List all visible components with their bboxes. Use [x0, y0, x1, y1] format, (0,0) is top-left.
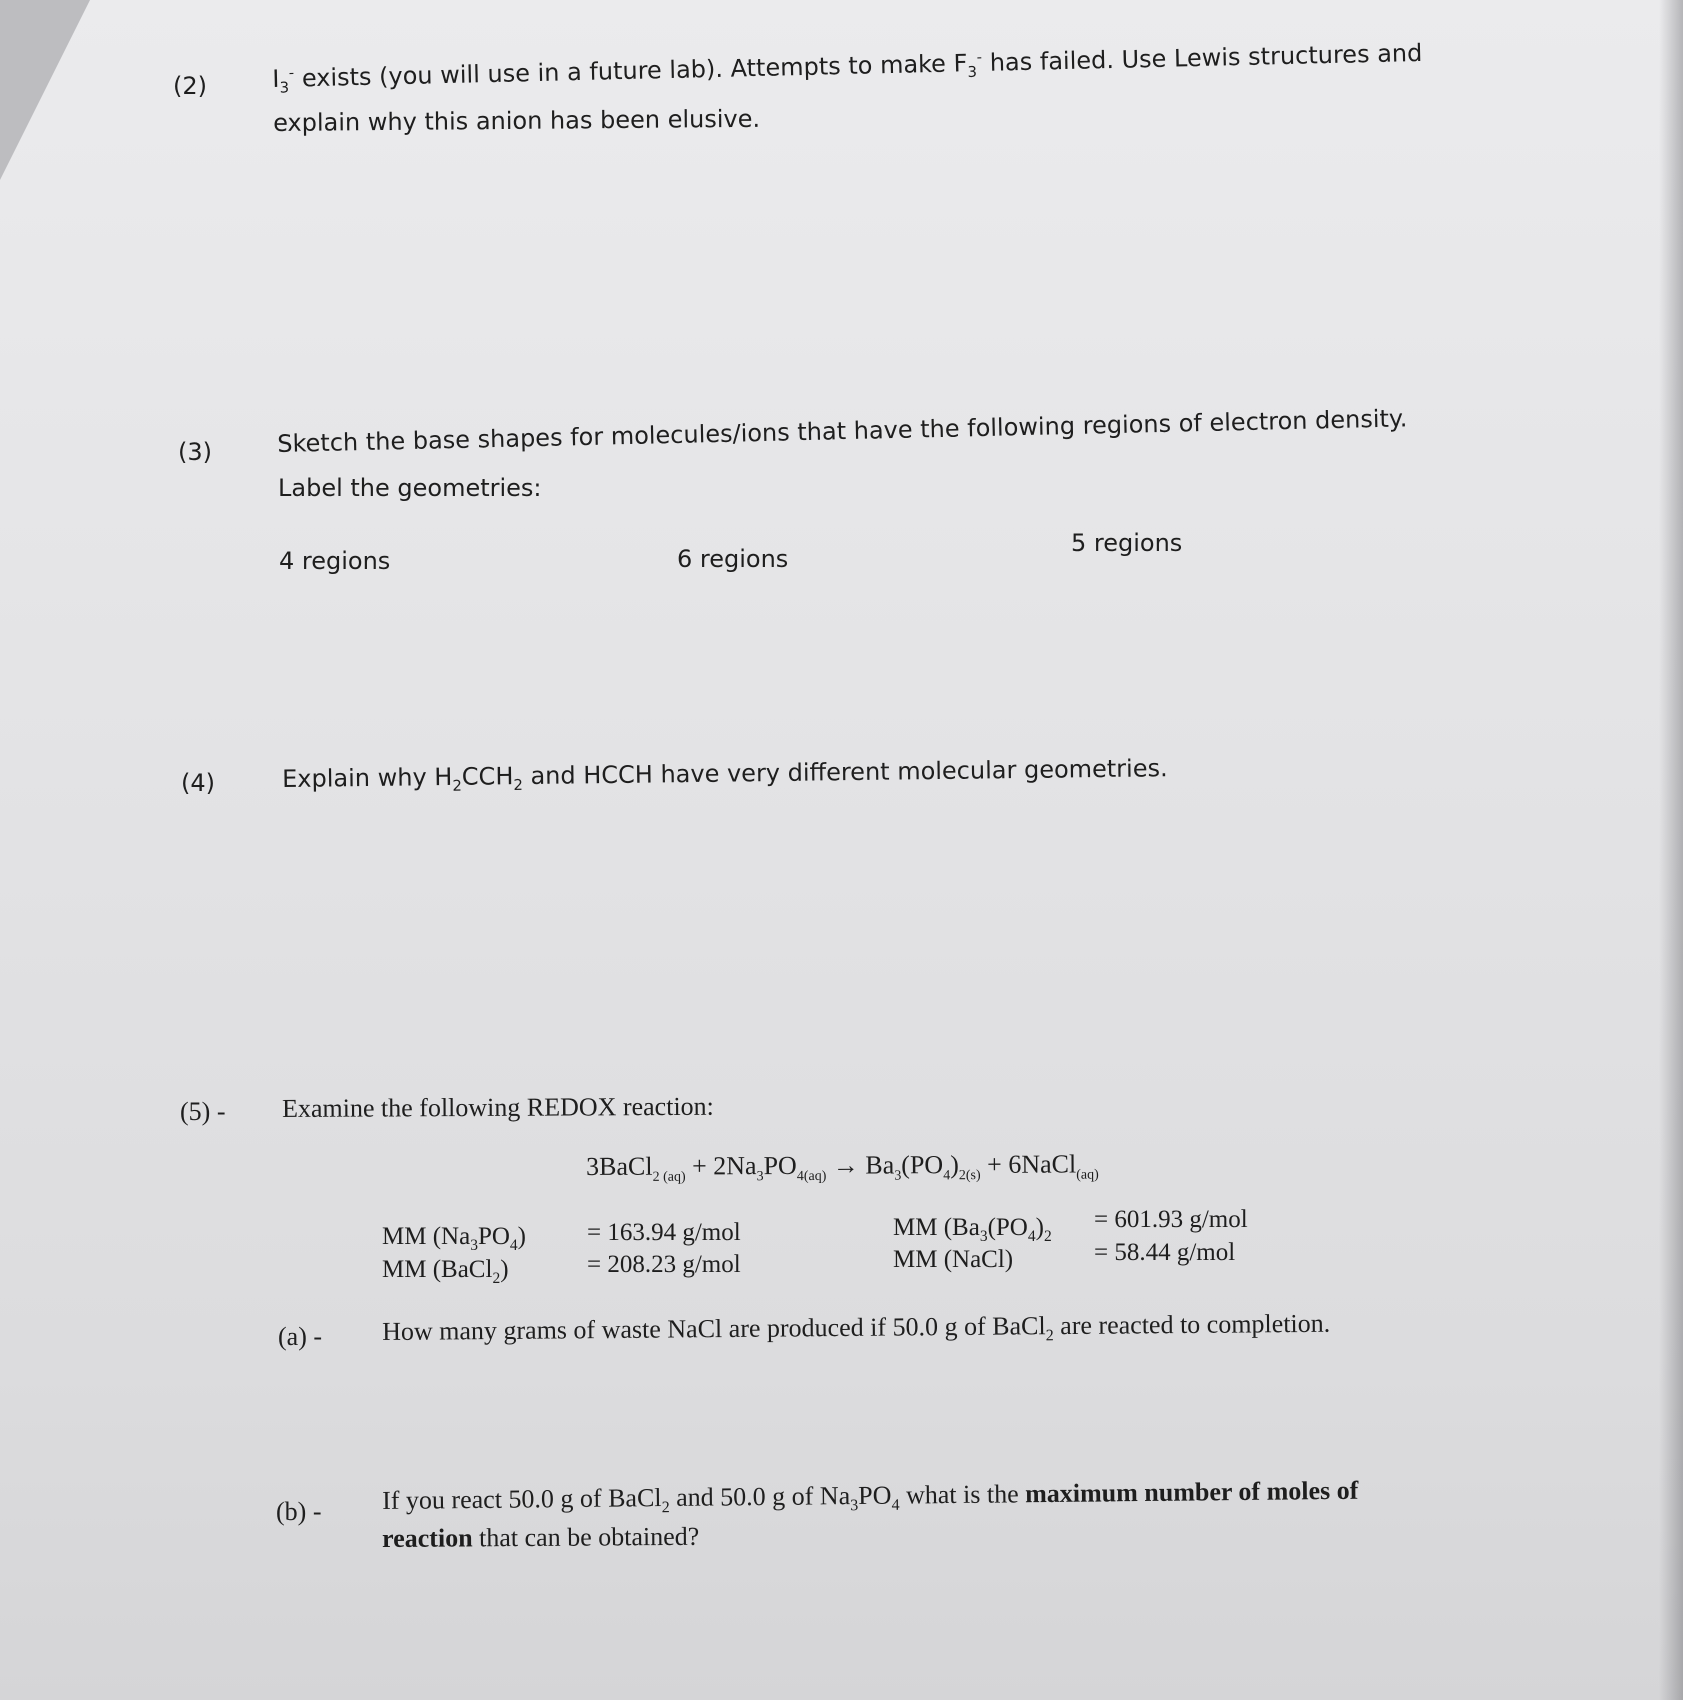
eq-po2: (PO [901, 1150, 944, 1180]
part-b-bold1: maximum number of moles of [1025, 1475, 1359, 1509]
mm-nacl-label: MM (NaCl) [893, 1246, 1014, 1273]
mm-na3po4-b: PO [477, 1223, 510, 1250]
q2-i-sub: 3 [279, 78, 290, 97]
mm-ba3po42-label [893, 1214, 1052, 1246]
mm-ba3po42-value: = 601.93 g/mol [1094, 1206, 1248, 1233]
part-a-sub: 2 [1045, 1327, 1054, 1345]
q2-i: I [272, 64, 280, 93]
part-b-text-b: and 50.0 g of Na [669, 1481, 851, 1512]
q2-line1 [272, 38, 1423, 97]
eq-close: ) [950, 1150, 959, 1180]
q2-text-main: exists (you will use in a future lab). Attempts to make F [293, 49, 968, 93]
page-corner-shadow [0, 0, 90, 180]
part-b-text-e: that can be obtained? [472, 1521, 700, 1553]
part-b-text-a: If you react 50.0 g of BaCl [382, 1483, 662, 1515]
q2-i-sup: - [288, 63, 295, 82]
mm-ba3-sub1: 3 [979, 1228, 988, 1245]
mm-na3po4-a: MM (Na [382, 1223, 471, 1250]
part-a-text-b: are reacted to completion. [1053, 1308, 1331, 1341]
q4-text-b: CCH [461, 762, 514, 791]
q4-number: (4) [181, 769, 215, 797]
mm-bacl2-a: MM (BaCl [382, 1256, 493, 1283]
mm-na3po4-label [382, 1223, 526, 1255]
mm-ba3-a: MM (Ba [893, 1214, 980, 1241]
redox-equation [586, 1149, 1099, 1186]
eq-plus-1: + 2Na [685, 1151, 757, 1181]
eq-bacl2-state: 2 (aq) [652, 1169, 686, 1185]
page-edge-shadow [1659, 0, 1683, 1700]
mm-ba3-sub2: 4 [1027, 1228, 1036, 1245]
mm-bacl2-sub: 2 [492, 1270, 501, 1287]
eq-ba-sub: 3 [894, 1168, 902, 1184]
q2-f-sup: - [976, 47, 983, 67]
q4-text-a: Explain why H [282, 762, 453, 793]
q2-f-sub: 3 [967, 62, 978, 82]
q4-sub-1: 2 [452, 776, 463, 795]
q5-number: (5) - [180, 1097, 226, 1126]
q3-number: (3) [178, 438, 212, 466]
eq-po-state: 4(aq) [796, 1168, 827, 1185]
q2-text-mid: has failed. Use Lewis structures and [981, 38, 1423, 77]
part-b-label: (b) - [276, 1497, 322, 1526]
eq-plus-2: + [980, 1149, 1009, 1179]
eq-na-sub: 3 [756, 1169, 764, 1185]
eq-po: PO [763, 1150, 797, 1181]
part-b-text-d: what is the [899, 1479, 1026, 1510]
mm-ba3-c: ) [1035, 1214, 1044, 1241]
part-a-label: (a) - [278, 1322, 323, 1351]
part-b-line1 [382, 1476, 1359, 1520]
q3-region-5: 5 regions [1071, 529, 1183, 557]
q3-region-6: 6 regions [677, 545, 789, 573]
mm-nacl-value: = 58.44 g/mol [1094, 1239, 1236, 1266]
eq-po2-sub: 4 [943, 1168, 951, 1184]
part-b-sub2: 3 [850, 1497, 859, 1515]
part-b-line2 [382, 1522, 699, 1554]
q3-line1: Sketch the base shapes for molecules/ions that have the following regions of electron density. [277, 404, 1408, 458]
mm-na3po4-sub1: 3 [470, 1237, 478, 1254]
mm-na3po4-sub2: 4 [509, 1237, 518, 1254]
mm-ba3-sub3: 2 [1043, 1228, 1052, 1245]
q4-text-c: and HCCH have very different molecular geometries. [522, 754, 1168, 791]
mm-bacl2-label [382, 1256, 509, 1288]
mm-ba3-b: (PO [987, 1214, 1028, 1241]
mm-bacl2-c: ) [500, 1256, 509, 1283]
q5-intro: Examine the following REDOX reaction: [282, 1091, 714, 1123]
part-a-text-a: How many grams of waste NaCl are produced if 50.0 g of BaCl [382, 1311, 1046, 1346]
q2-line2: explain why this anion has been elusive. [273, 104, 761, 137]
eq-nacl: 6NaCl [1008, 1149, 1077, 1179]
part-b-sub3: 4 [891, 1496, 900, 1514]
eq-arrow: → [826, 1150, 866, 1180]
mm-bacl2-value: = 208.23 g/mol [587, 1251, 741, 1278]
q4-sub-2: 2 [513, 775, 524, 794]
q3-line2: Label the geometries: [278, 474, 542, 502]
q4-text [282, 754, 1168, 797]
eq-ba: Ba [865, 1150, 895, 1180]
eq-bacl2: 3BaCl [586, 1151, 653, 1181]
part-a-text [382, 1309, 1330, 1351]
part-b-sub1: 2 [661, 1499, 670, 1517]
eq-nacl-state: (aq) [1076, 1167, 1099, 1183]
q2-number: (2) [173, 72, 207, 100]
part-b-text-c: PO [858, 1480, 892, 1511]
mm-na3po4-value: = 163.94 g/mol [587, 1219, 741, 1246]
q3-region-4: 4 regions [279, 547, 391, 575]
eq-ba3-state: 2(s) [958, 1168, 981, 1184]
mm-na3po4-c: ) [517, 1223, 526, 1250]
part-b-bold2: reaction [382, 1523, 473, 1553]
